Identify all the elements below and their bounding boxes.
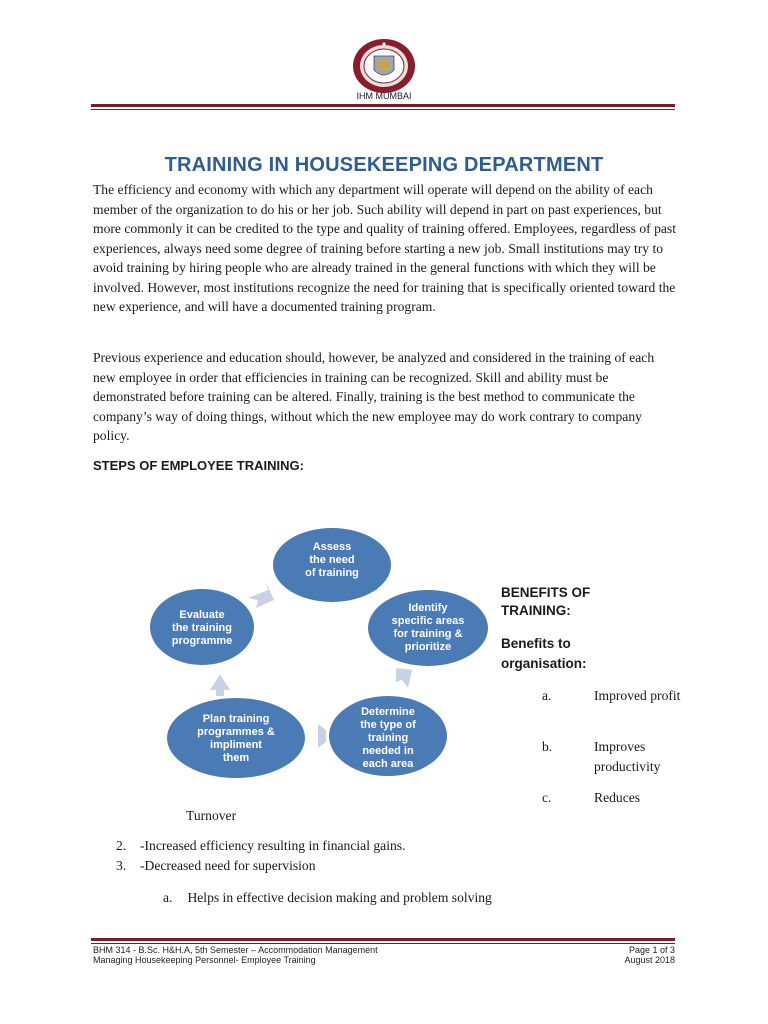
- steps-heading: STEPS OF EMPLOYEE TRAINING:: [93, 458, 304, 473]
- benefits-heading: BENEFITS OF TRAINING:: [501, 585, 591, 618]
- node-label: Plan training programmes & impliment them: [197, 713, 275, 764]
- turnover-text: Turnover: [186, 808, 237, 823]
- page-title: TRAINING IN HOUSEKEEPING DEPARTMENT: [164, 154, 604, 176]
- list-marker: c.: [542, 790, 552, 805]
- footer-rule: [91, 938, 675, 941]
- node-label: Assess the need of training: [305, 541, 359, 579]
- cycle-arrow: [396, 668, 412, 688]
- list-marker: b.: [542, 739, 553, 754]
- item-number: 3.: [116, 858, 127, 873]
- experience-paragraph: Previous experience and education should, however, be analyzed and considered in the training of each new employee in order that efficiencies in training can be recognized. Skill and ability must be demonstrated before training can be altered. Finally, training is the best method to communicate the company’s way of doing things, without which the new employee may do work contrary to company policy.: [93, 350, 655, 443]
- list-text: Improved profit: [594, 688, 681, 703]
- training-cycle-diagram: [140, 520, 490, 810]
- cycle-node-evaluate: [150, 589, 254, 665]
- node-label: Identify specific areas for training & prioritize: [391, 602, 465, 653]
- node-label: Evaluate the training programme: [171, 609, 233, 647]
- institute-seal-logo: [352, 38, 416, 96]
- node-label: Determine the type of training needed in each area: [360, 706, 416, 770]
- footer-course: BHM 314 - B.Sc. H&H.A, 5th Semester – Accommodation Management: [93, 945, 378, 955]
- sub-item-text: Helps in effective decision making and problem solving: [187, 890, 492, 905]
- footer-topic: Managing Housekeeping Personnel- Employee Training: [93, 955, 316, 965]
- list-text: Improves productivity: [594, 739, 661, 774]
- logo-caption: IHM MUMBAI: [356, 91, 412, 101]
- header-rule: [91, 104, 675, 107]
- cycle-arrow: [210, 674, 230, 696]
- footer-rule-thin: [91, 943, 675, 944]
- intro-paragraph: The efficiency and economy with which any department will operate will depend on the ability of each member of the organization to do his or her job. Such ability will depend in part on past experiences, but more commonly it can be credited to the type and quality of training offered. Employees, regardless of past experiences, always need some degree of training before starting a new job. Small institutions may try to avoid training by hiring people who are already trained in the general functions with which they will be involved. However, most institutions recognize the need for training that is specifically oriented toward the new experience, and will have a documented training program.: [93, 182, 676, 314]
- list-marker: a.: [542, 688, 552, 703]
- item-text: -Decreased need for supervision: [140, 858, 316, 873]
- benefits-subheading: Benefits to organisation:: [501, 636, 587, 671]
- cycle-arrow: [248, 582, 274, 608]
- footer-date: August 2018: [624, 955, 675, 965]
- cycle-node-plan: [167, 698, 305, 778]
- footer-page-number: Page 1 of 3: [628, 945, 675, 955]
- cycle-node-identify: [368, 590, 488, 666]
- cycle-node-assess: [273, 528, 391, 602]
- cycle-arrow: [318, 724, 326, 748]
- sub-list-item: [163, 890, 492, 906]
- header-rule-thin: [91, 109, 675, 110]
- cycle-node-determine: [329, 696, 447, 776]
- item-number: 2.: [116, 838, 127, 853]
- item-text: -Increased efficiency resulting in financial gains.: [140, 838, 406, 853]
- sub-item-marker: a.: [163, 890, 173, 905]
- list-text: Reduces: [594, 790, 641, 805]
